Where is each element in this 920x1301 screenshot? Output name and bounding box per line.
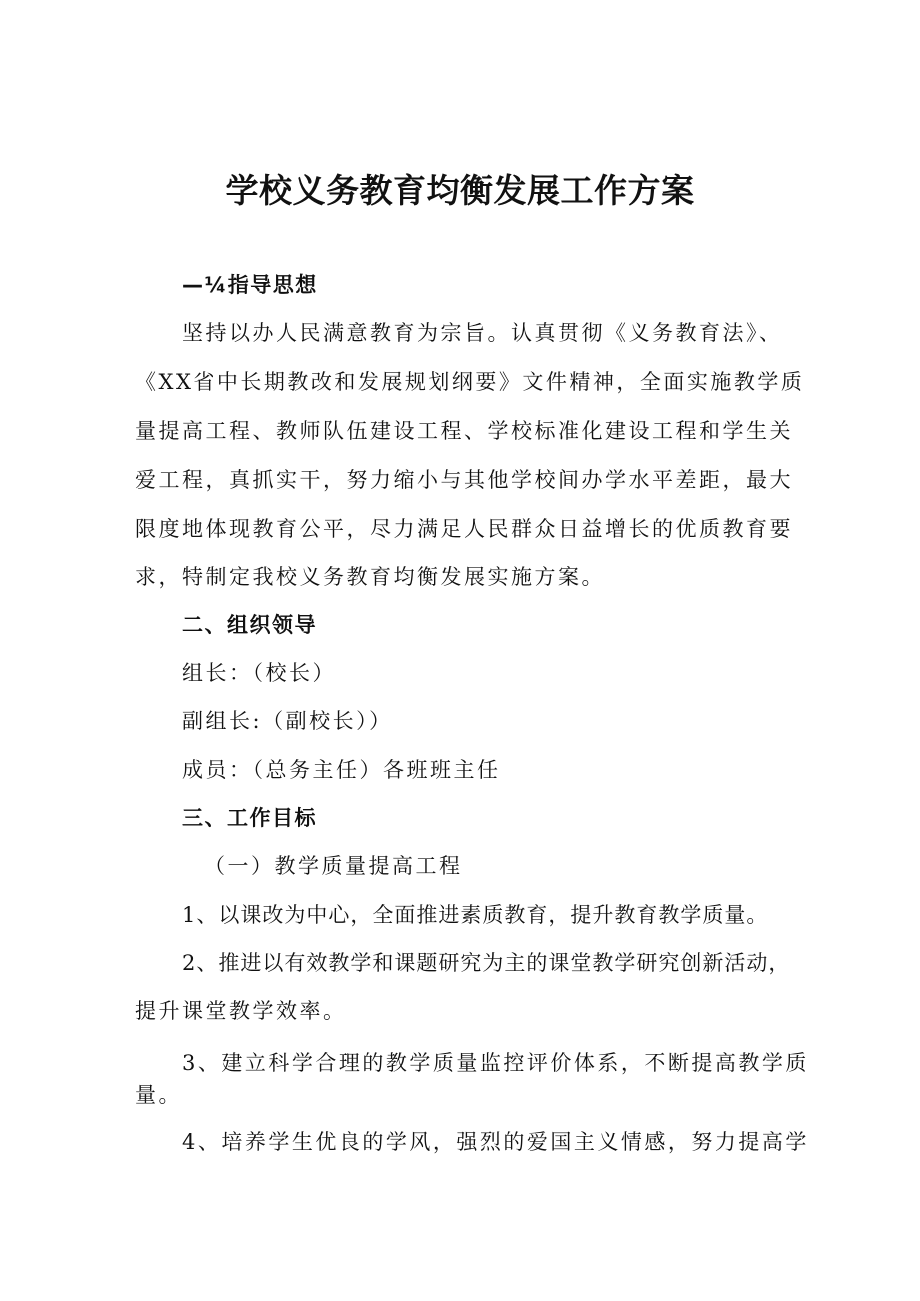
deputy-leader-line: 副组长:（副校长）） <box>182 709 393 733</box>
paragraph-line: 求，特制定我校义务教育均衡发展实施方案。 <box>135 565 605 589</box>
document-title: 学校义务教育均衡发展工作方案 <box>225 171 695 210</box>
section-heading-work-goals: 三、工作目标 <box>182 806 317 830</box>
paragraph-line: 《XX省中长期教改和发展规划纲要》文件精神，全面实施教学质 <box>135 370 805 394</box>
paragraph-line: 量提高工程、教师队伍建设工程、学校标准化建设工程和学生关 <box>135 419 793 443</box>
paragraph-line: 限度地体现教育公平，尽力满足人民群众日益增长的优质教育要 <box>135 517 793 541</box>
members-line: 成员：（总务主任）各班班主任 <box>182 758 501 782</box>
section-heading-organization: 二、组织领导 <box>182 613 317 637</box>
paragraph-line: 坚持以办人民满意教育为宗旨。认真贯彻《义务教育法》、 <box>182 321 783 345</box>
goal-item-4: 4、培养学生优良的学风，强烈的爱国主义情感，努力提高学 <box>182 1130 809 1154</box>
goal-item-3-continued: 量。 <box>135 1083 182 1107</box>
goal-item-1: 1、以课改为中心，全面推进素质教育，提升教育教学质量。 <box>182 903 769 927</box>
section-heading-guiding-ideology: —¼指导思想 <box>182 273 318 297</box>
subheading-teaching-quality: （一）教学质量提高工程 <box>204 854 463 878</box>
goal-item-2: 2、推进以有效教学和课题研究为主的课堂教学研究创新活动， <box>182 951 791 975</box>
goal-item-2-continued: 提升课堂教学效率。 <box>135 999 347 1023</box>
paragraph-line: 爱工程，真抓实干，努力缩小与其他学校间办学水平差距，最大 <box>135 468 793 492</box>
leader-line: 组长：（校长） <box>182 661 336 685</box>
goal-item-3: 3、建立科学合理的教学质量监控评价体系，不断提高教学质 <box>182 1051 809 1075</box>
